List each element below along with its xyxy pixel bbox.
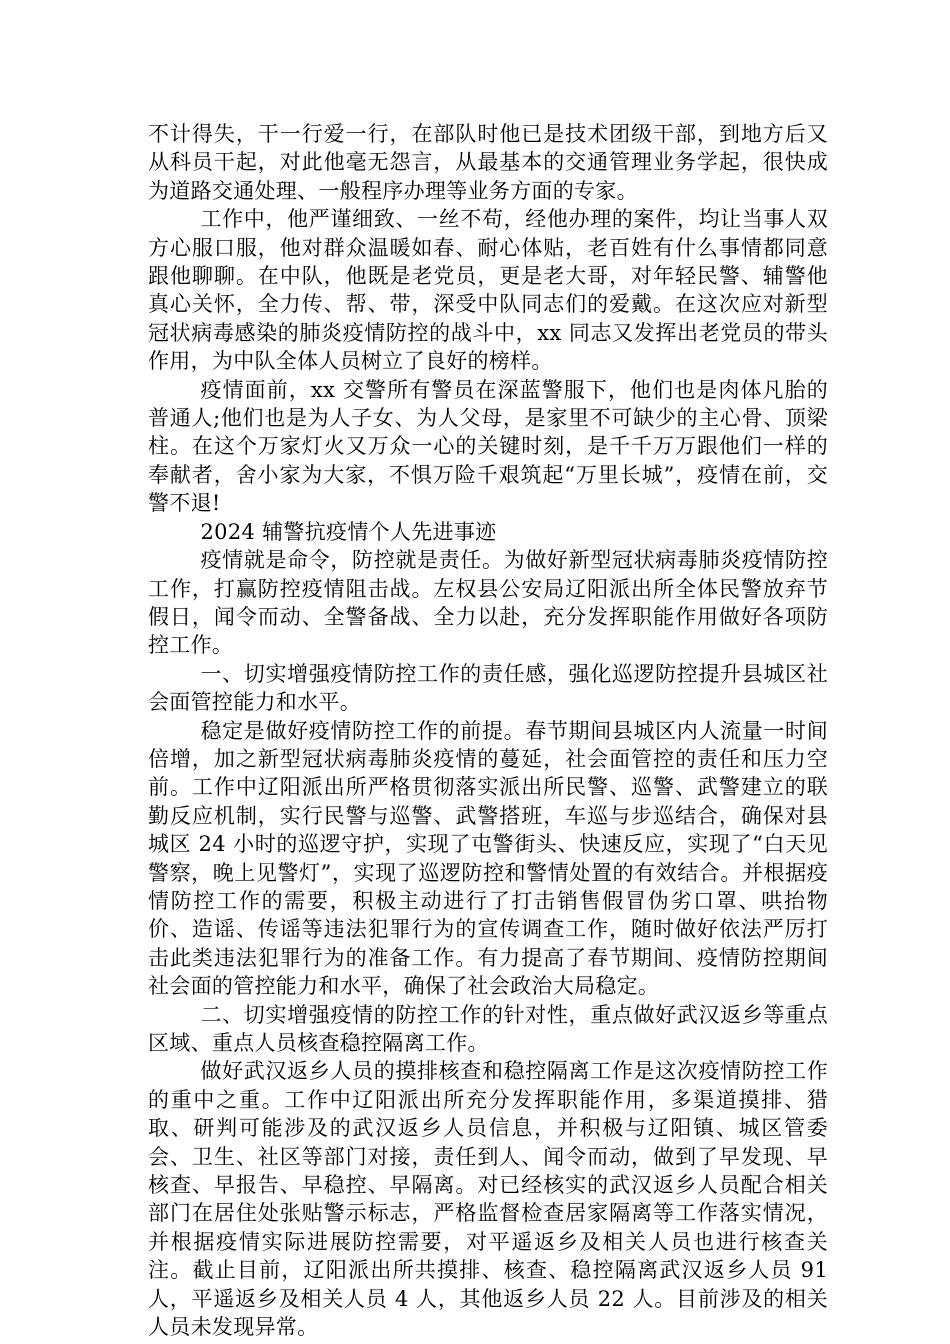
paragraph-epidemic-front: 疫情面前，xx 交警所有警员在深蓝警服下，他们也是肉体凡胎的普通人;他们也是为人子女、为人父母，是家里不可缺少的主心骨、顶梁柱。在这个万家灯火又万众一心的关键时刻，是千千万万跟他们一样的奉献者，舍小家为大家，不惧万险千艰筑起“万里长城”，疫情在前，交警不退! (148, 377, 828, 516)
paragraph-continuation: 不计得失，干一行爱一行，在部队时他已是技术团级干部，到地方后又从科员干起，对此他毫无怨言，从最基本的交通管理业务学起，很快成为道路交通处理、一般程序办理等业务方面的专家。 (148, 122, 828, 203)
paragraph-isolation: 做好武汉返乡人员的摸排核查和稳控隔离工作是这次疫情防控工作的重中之重。工作中辽阳派出所充分发挥职能作用，多渠道摸排、猎取、研判可能涉及的武汉返乡人员信息，并积极与辽阳镇、城区管委会、卫生、社区等部门对接，责任到人、闻令而动，做到了早发现、早核查、早报告、早稳控、早隔离。对已经核实的武汉返乡人员配合相关部门在居住处张贴警示标志，严格监督检查居家隔离等工作落实情况，并根据疫情实际进展防控需要，对平遥返乡及相关人员也进行核查关注。截止目前，辽阳派出所共摸排、核查、稳控隔离武汉返乡人员 91 人，平遥返乡及相关人员 4 人，其他返乡人员 22 人。目前涉及的相关人员未发现异常。 (148, 1059, 828, 1340)
paragraph-patrol: 稳定是做好疫情防控工作的前提。春节期间县城区内人流量一时间倍增，加之新型冠状病毒肺炎疫情的蔓延，社会面管控的责任和压力空前。工作中辽阳派出所严格贯彻落实派出所民警、巡警、武警建立的联勤反应机制，实行民警与巡警、武警搭班，车巡与步巡结合，确保对县城区 24 小时的巡逻守护，实现了屯警街头、快速反应，实现了“白天见警察，晚上见警灯”，实现了巡逻防控和警情处置的有效结合。并根据疫情防控工作的需要，积极主动进行了打击销售假冒伪劣口罩、哄抬物价、造谣、传谣等违法犯罪行为的宣传调查工作，随时做好依法严厉打击此类违法犯罪行为的准备工作。有力提高了春节期间、疫情防控期间社会面的管控能力和水平，确保了社会政治大局稳定。 (148, 718, 828, 999)
paragraph-work-attitude: 工作中，他严谨细致、一丝不苟，经他办理的案件，均让当事人双方心服口服，他对群众温暖如春、耐心体贴，老百姓有什么事情都同意跟他聊聊。在中队，他既是老党员，更是老大哥，对年轻民警、辅警他真心关怀，全力传、帮、带，深受中队同志们的爱戴。在这次应对新型冠状病毒感染的肺炎疫情防控的战斗中，xx 同志又发挥出老党员的带头作用，为中队全体人员树立了良好的榜样。 (148, 207, 828, 374)
subheading-two: 二、切实增强疫情的防控工作的针对性，重点做好武汉返乡等重点区域、重点人员核查稳控隔离工作。 (148, 1002, 828, 1055)
document-body (148, 120, 828, 1341)
subheading-one: 一、切实增强疫情防控工作的责任感，强化巡逻防控提升县城区社会面管控能力和水平。 (148, 661, 828, 715)
paragraph-intro: 疫情就是命令，防控就是责任。为做好新型冠状病毒肺炎疫情防控工作，打赢防控疫情阻击战。左权县公安局辽阳派出所全体民警放弃节假日，闻令而动、全警备战、全力以赴，充分发挥职能作用做好各项防控工作。 (148, 548, 828, 658)
section-title: 2024 辅警抗疫情个人先进事迹 (200, 519, 497, 544)
